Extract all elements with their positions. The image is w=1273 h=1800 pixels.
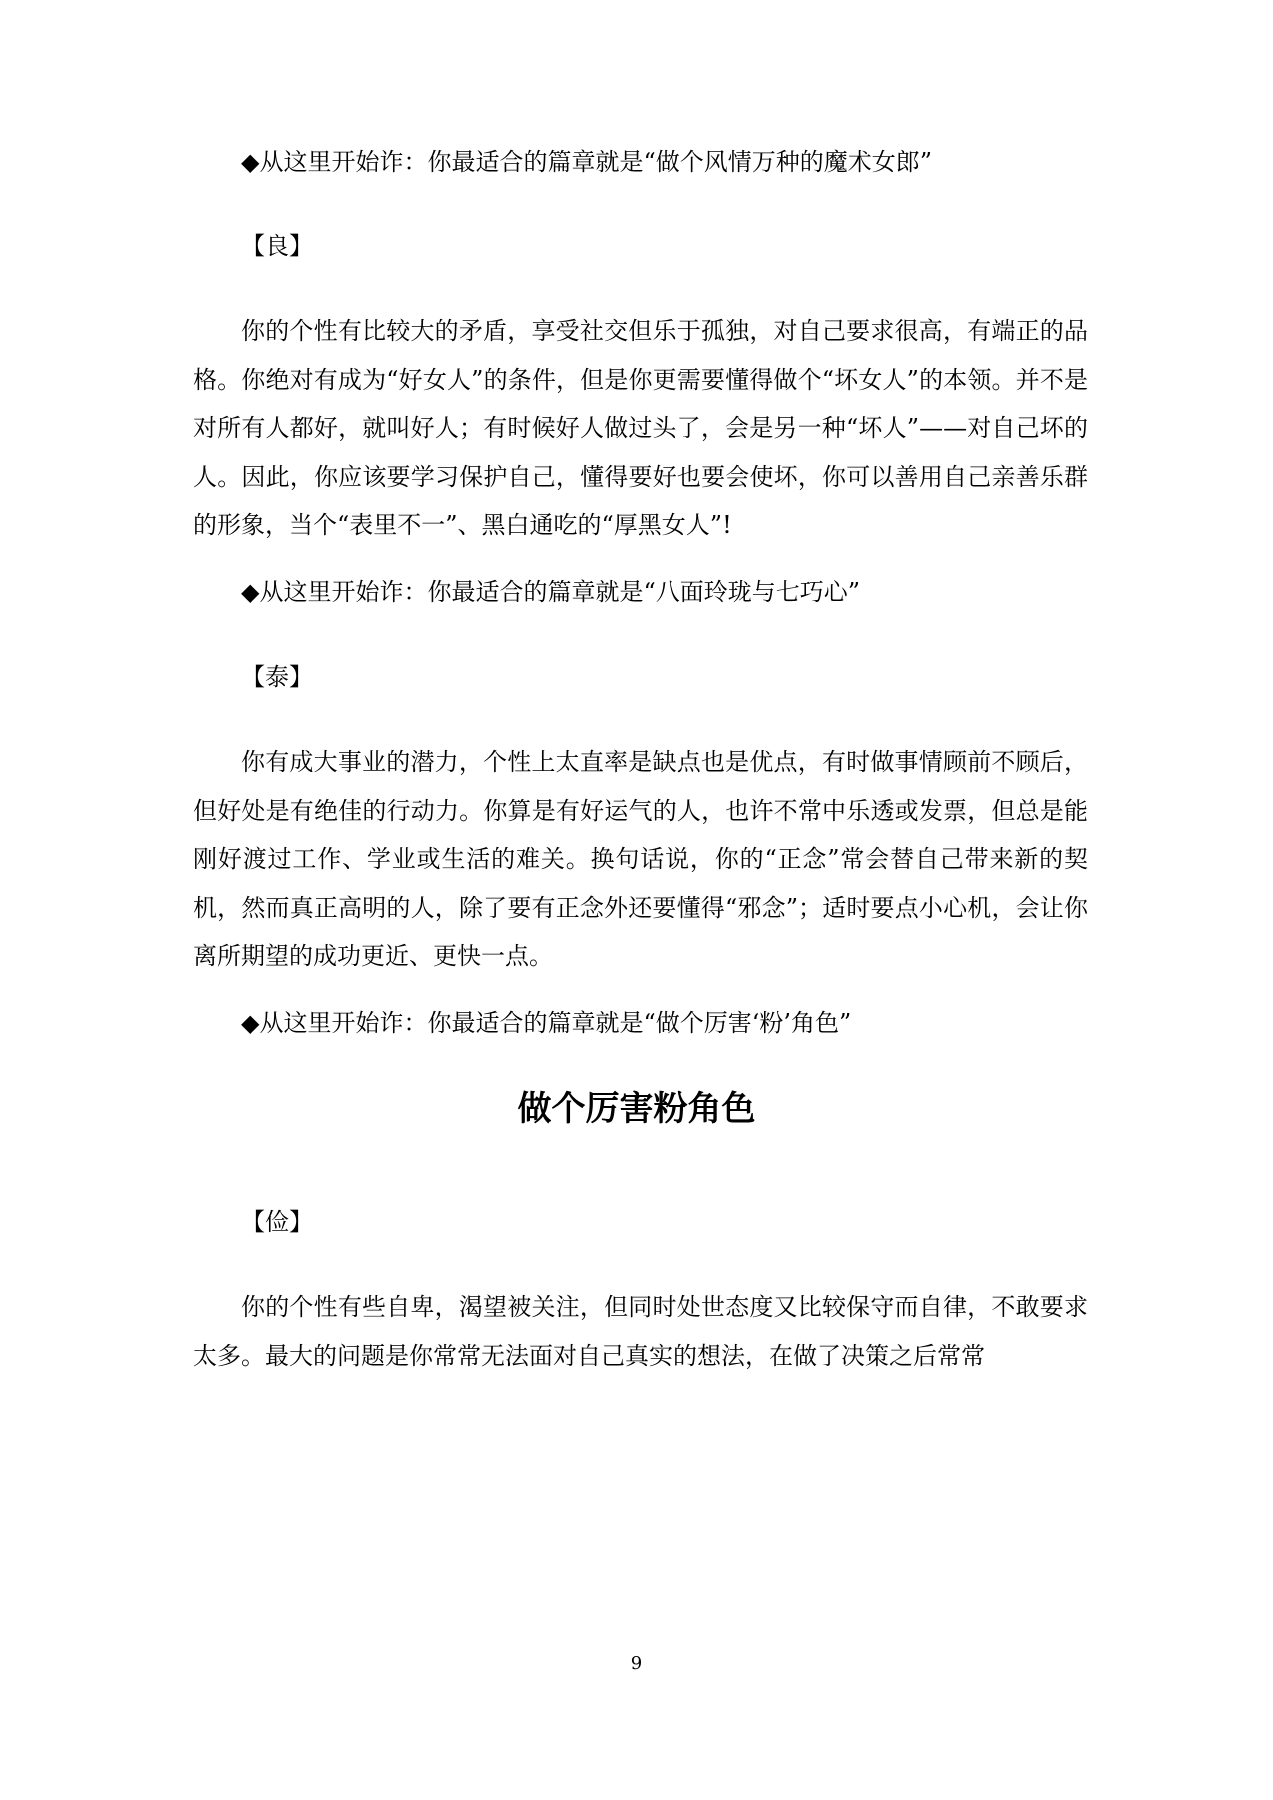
page-number: 9: [630, 1653, 643, 1674]
section-tag-liang: 【良】: [241, 232, 313, 260]
paragraph-jian: 你的个性有些自卑，渴望被关注，但同时处世态度又比较保守而自律，不敢要求太多。最大的问题是你常常无法面对自己真实的想法，在做了决策之后常常: [193, 1293, 1088, 1370]
paragraph-liang: 你的个性有比较大的矛盾，享受社交但乐于孤独，对自己要求很高，有端正的品格。你绝对有成为“好女人”的条件，但是你更需要懂得做个“坏女人”的本领。并不是对所有人都好，就叫好人；有时候好人做过头了，会是另一种“坏人”——对自己坏的人。因此，你应该要学习保护自己，懂得要好也要会使坏，你可以善用自己亲善乐群的形象，当个“表里不一”、黑白通吃的“厚黑女人”!: [193, 317, 1088, 540]
section-tag-jian: 【俭】: [241, 1208, 313, 1236]
chapter-pointer-3: ◆从这里开始诈：你最适合的篇章就是“做个厉害‘粉’角色”: [241, 1009, 852, 1037]
section-heading: 做个厉害粉角色: [517, 1089, 756, 1129]
section-tag-tai: 【泰】: [241, 663, 313, 691]
chapter-pointer-2: ◆从这里开始诈：你最适合的篇章就是“八面玲珑与七巧心”: [241, 578, 860, 606]
paragraph-tai: 你有成大事业的潜力，个性上太直率是缺点也是优点，有时做事情顾前不顾后，但好处是有绝佳的行动力。你算是有好运气的人，也许不常中乐透或发票，但总是能刚好渡过工作、学业或生活的难关。换句话说，你的“正念”常会替自己带来新的契机，然而真正高明的人，除了要有正念外还要懂得“邪念”；适时要点小心机，会让你离所期望的成功更近、更快一点。: [193, 748, 1088, 971]
chapter-pointer-1: ◆从这里开始诈：你最适合的篇章就是“做个风情万种的魔术女郎”: [241, 148, 932, 176]
